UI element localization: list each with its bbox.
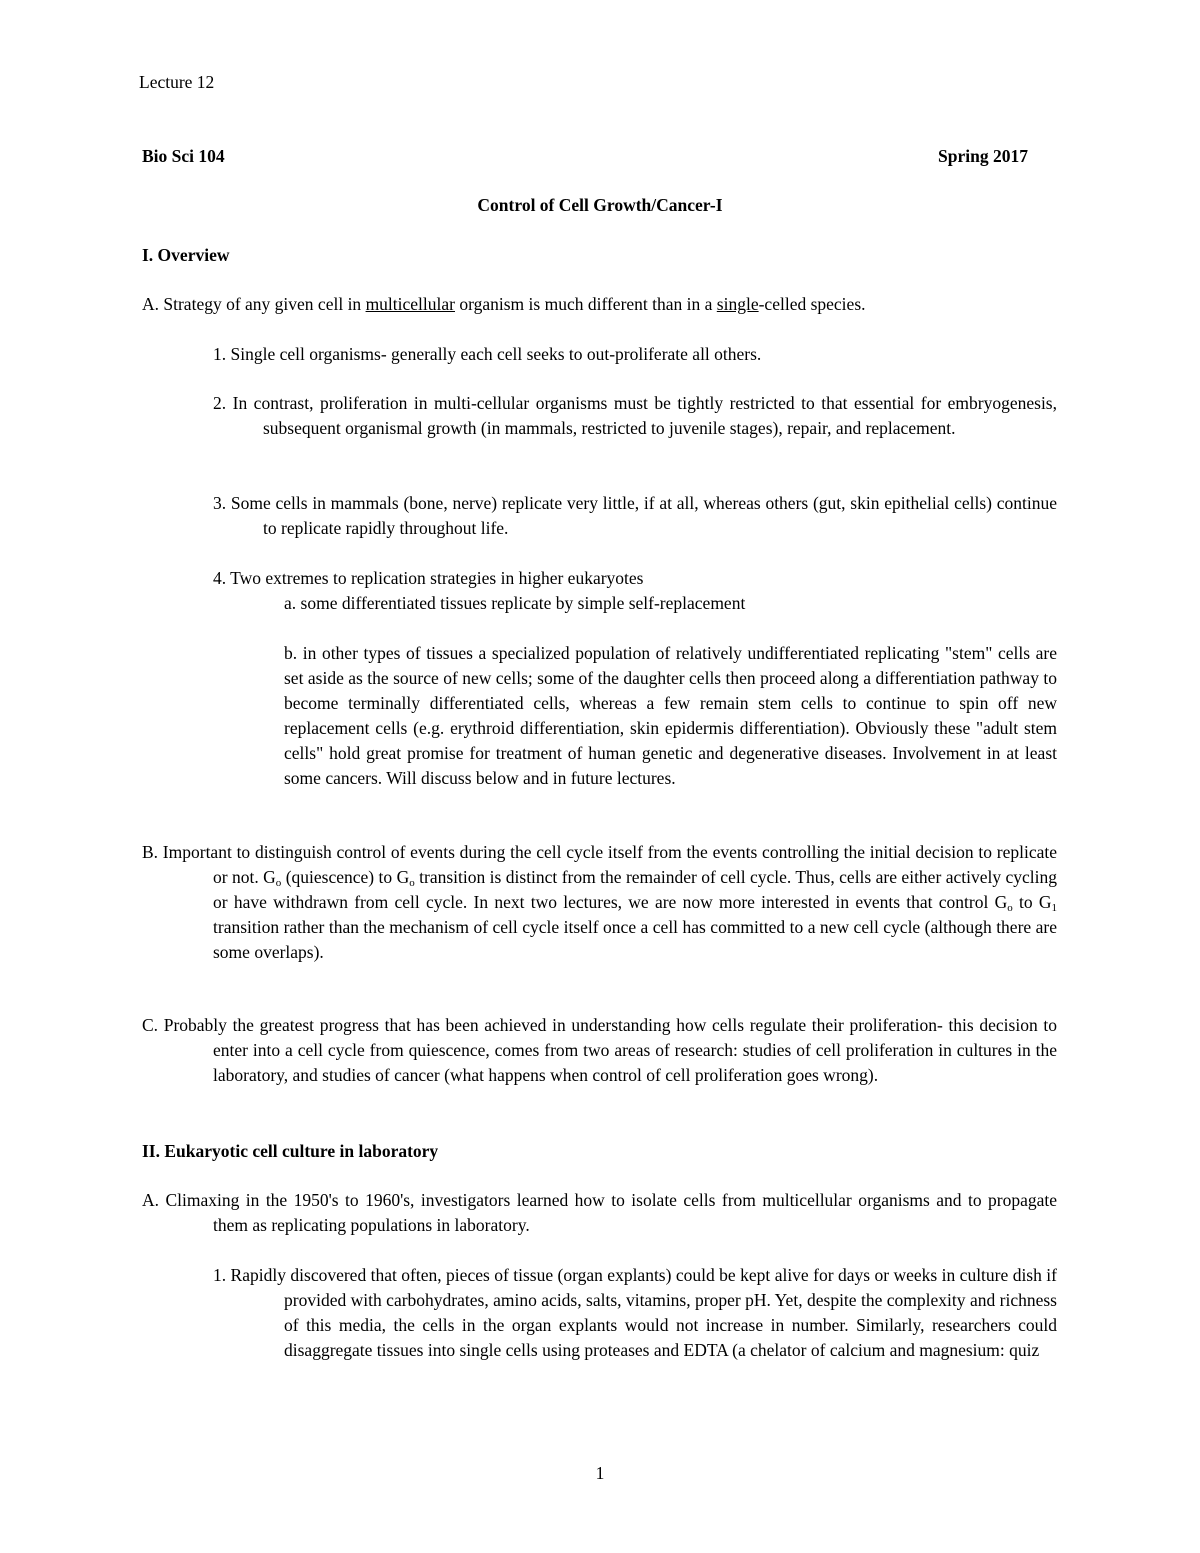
text-fragment: transition is distinct from the remainder of cell cycle. Thus, cells are either actively cycling or have withdrawn from cell cycle. In next two lectures, we are now more interested in events that control G [213,867,1058,912]
subscript: o [275,877,282,889]
text-fragment: B. Important to distinguish control of events during the cell cycle itself from the events controlling the initial decision to replicate or not. G [142,842,1057,887]
overview-point-a2: 2. In contrast, proliferation in multi-cellular organisms must be tightly restricted to that essential for embryogenesis, subsequent organismal growth (in mammals, restricted to juvenile stages), repair, and replacement. [213,393,1057,438]
overview-point-a1: 1. Single cell organisms- generally each cell seeks to out-proliferate all others. [213,344,762,364]
overview-point-a4a: a. some differentiated tissues replicate by simple self-replacement [284,593,746,613]
course-term: Spring 2017 [938,146,1028,166]
text-fragment: (quiescence) to G [281,867,410,887]
text-fragment: to G [1012,892,1052,912]
overview-point-a4b: b. in other types of tissues a specialized population of relatively undifferentiated replicating "stem" cells are set aside as the source of new cells; some of the daughter cells then proceed along a differentiation pathway to become terminally differentiated cells, whereas a few remain stem cells to continue to spin off new replacement cells (e.g. erythroid differentiation, skin epidermis differentiation). Obviously these "adult stem cells" hold great promise for treatment of human genetic and degenerative diseases. Involvement in at least some cancers. Will discuss below and in future lectures. [284,643,1057,788]
overview-point-a4: 4. Two extremes to replication strategies in higher eukaryotes [213,568,644,588]
subscript: o [1007,902,1013,914]
subscript: o [409,877,415,889]
overview-point-a3: 3. Some cells in mammals (bone, nerve) replicate very little, if at all, whereas others (gut, skin epithelial cells) continue to replicate rapidly throughout life. [213,493,1057,538]
text-fragment: -celled species. [758,294,866,314]
text-fragment: transition rather than the mechanism of cell cycle itself once a cell has committed to a new cell cycle (although there are some overlaps). [213,917,1057,962]
culture-point-a: A. Climaxing in the 1950's to 1960's, investigators learned how to isolate cells from multicellular organisms and to propagate them as replicating populations in laboratory. [142,1190,1057,1235]
overview-point-b [142,840,1057,965]
overview-point-a [142,292,1062,317]
culture-point-a1: 1. Rapidly discovered that often, pieces of tissue (organ explants) could be kept alive for days or weeks in culture dish if provided with carbohydrates, amino acids, salts, vitamins, proper pH. Yet, despite the complexity and richness of this media, the cells in the organ explants would not increase in number. Similarly, researchers could disaggregate tissues into single cells using proteases and EDTA (a chelator of calcium and magnesium: quiz [213,1265,1057,1360]
section-heading-cell-culture: II. Eukaryotic cell culture in laboratory [142,1141,439,1161]
document-title: Control of Cell Growth/Cancer-I [477,195,723,215]
lecture-label: Lecture 12 [139,72,215,92]
overview-point-c: C. Probably the greatest progress that has been achieved in understanding how cells regulate their proliferation- this decision to enter into a cell cycle from quiescence, comes from two areas of research: studies of cell proliferation in cultures in the laboratory, and studies of cancer (what happens when control of cell proliferation goes wrong). [142,1015,1057,1085]
subscript: 1 [1051,902,1057,914]
underlined-term: multicellular [365,294,455,314]
section-heading-overview: I. Overview [142,245,230,265]
text-fragment: organism is much different than in a [454,294,717,314]
course-name: Bio Sci 104 [142,146,225,166]
page-number: 1 [595,1463,605,1483]
underlined-term: single [716,294,759,314]
text-fragment: A. Strategy of any given cell in [142,294,366,314]
